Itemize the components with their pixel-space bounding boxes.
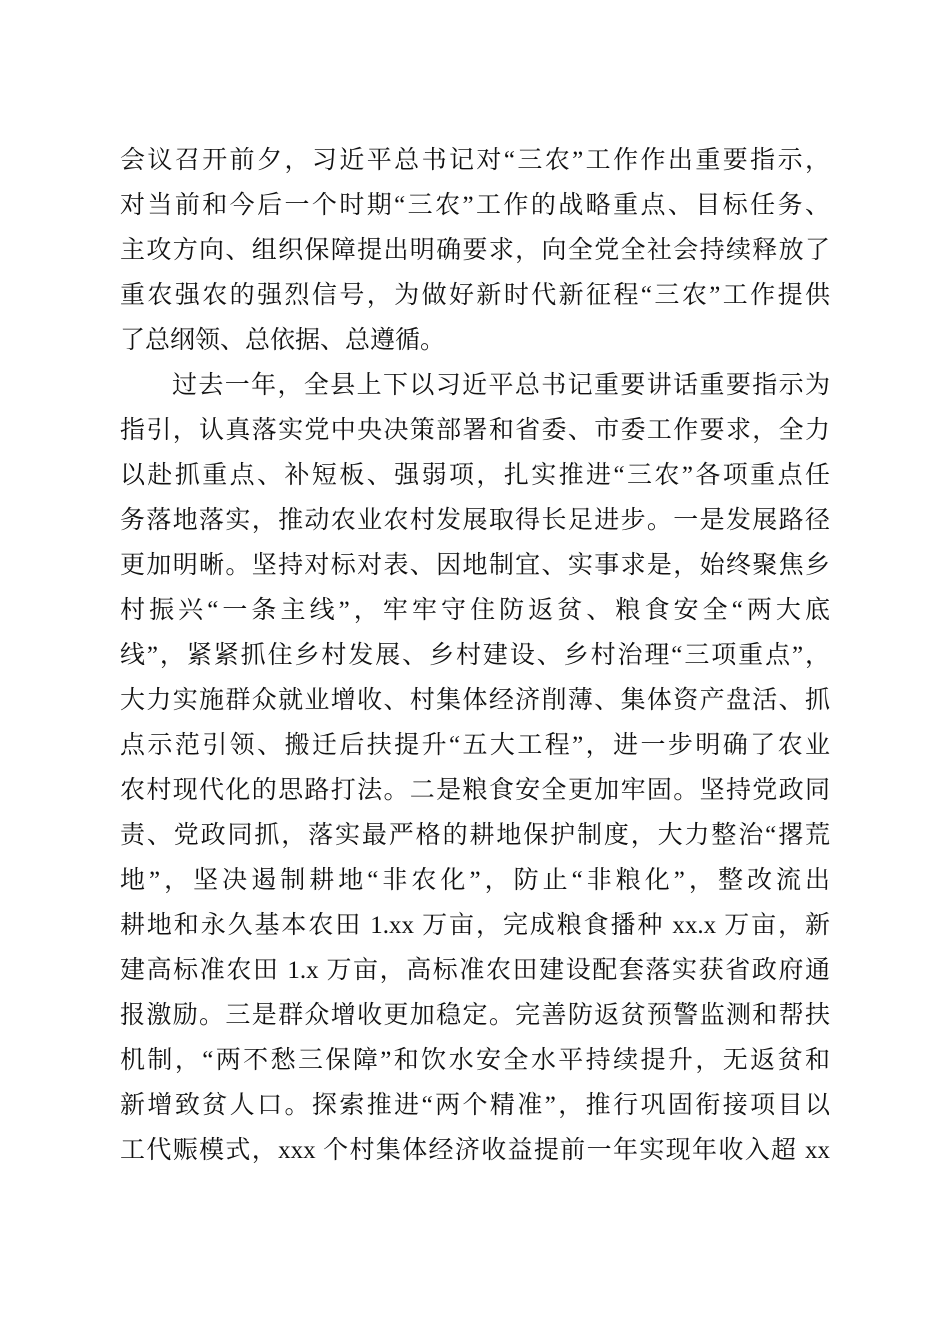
paragraph-1 — [120, 138, 830, 363]
text-line: 大力实施群众就业增收、村集体经济削薄、集体资产盘活、抓 — [120, 687, 830, 714]
text-line: 会议召开前夕，习近平总书记对“三农”工作作出重要指示， — [120, 147, 830, 174]
text-line: 指引，认真落实党中央决策部署和省委、市委工作要求，全力 — [120, 417, 830, 444]
text-line: 过去一年，全县上下以习近平总书记重要讲话重要指示为 — [172, 372, 830, 399]
text-line: 主攻方向、组织保障提出明确要求，向全党全社会持续释放了 — [120, 237, 830, 264]
text-line: 点示范引领、搬迁后扶提升“五大工程”，进一步明确了农业 — [120, 732, 830, 759]
text-line: 务落地落实，推动农业农村发展取得长足进步。一是发展路径 — [120, 507, 830, 534]
text-line: 村振兴“一条主线”，牢牢守住防返贫、粮食安全“两大底 — [120, 597, 830, 624]
text-line: 了总纲领、总依据、总遵循。 — [120, 327, 446, 354]
text-line: 工代赈模式，xxx 个村集体经济收益提前一年实现年收入超 xx — [120, 1137, 830, 1164]
text-line: 建高标准农田 1.x 万亩，高标准农田建设配套落实获省政府通 — [120, 957, 830, 984]
text-line: 报激励。三是群众增收更加稳定。完善防返贫预警监测和帮扶 — [120, 1002, 830, 1029]
text-line: 地”，坚决遏制耕地“非农化”，防止“非粮化”，整改流出 — [120, 867, 830, 894]
text-line: 耕地和永久基本农田 1.xx 万亩，完成粮食播种 xx.x 万亩，新 — [120, 912, 830, 939]
text-line: 重农强农的强烈信号，为做好新时代新征程“三农”工作提供 — [120, 282, 830, 309]
text-line: 对当前和今后一个时期“三农”工作的战略重点、目标任务、 — [120, 192, 830, 219]
text-line: 农村现代化的思路打法。二是粮食安全更加牢固。坚持党政同 — [120, 777, 830, 804]
body-text — [120, 138, 830, 1173]
paragraph-2 — [120, 363, 830, 1173]
text-line: 机制，“两不愁三保障”和饮水安全水平持续提升，无返贫和 — [120, 1047, 830, 1074]
text-line: 责、党政同抓，落实最严格的耕地保护制度，大力整治“撂荒 — [120, 822, 830, 849]
text-line: 新增致贫人口。探索推进“两个精准”，推行巩固衔接项目以 — [120, 1092, 830, 1119]
text-line: 线”，紧紧抓住乡村发展、乡村建设、乡村治理“三项重点”， — [120, 642, 830, 669]
text-line: 以赴抓重点、补短板、强弱项，扎实推进“三农”各项重点任 — [120, 462, 830, 489]
text-line: 更加明晰。坚持对标对表、因地制宜、实事求是，始终聚焦乡 — [120, 552, 830, 579]
